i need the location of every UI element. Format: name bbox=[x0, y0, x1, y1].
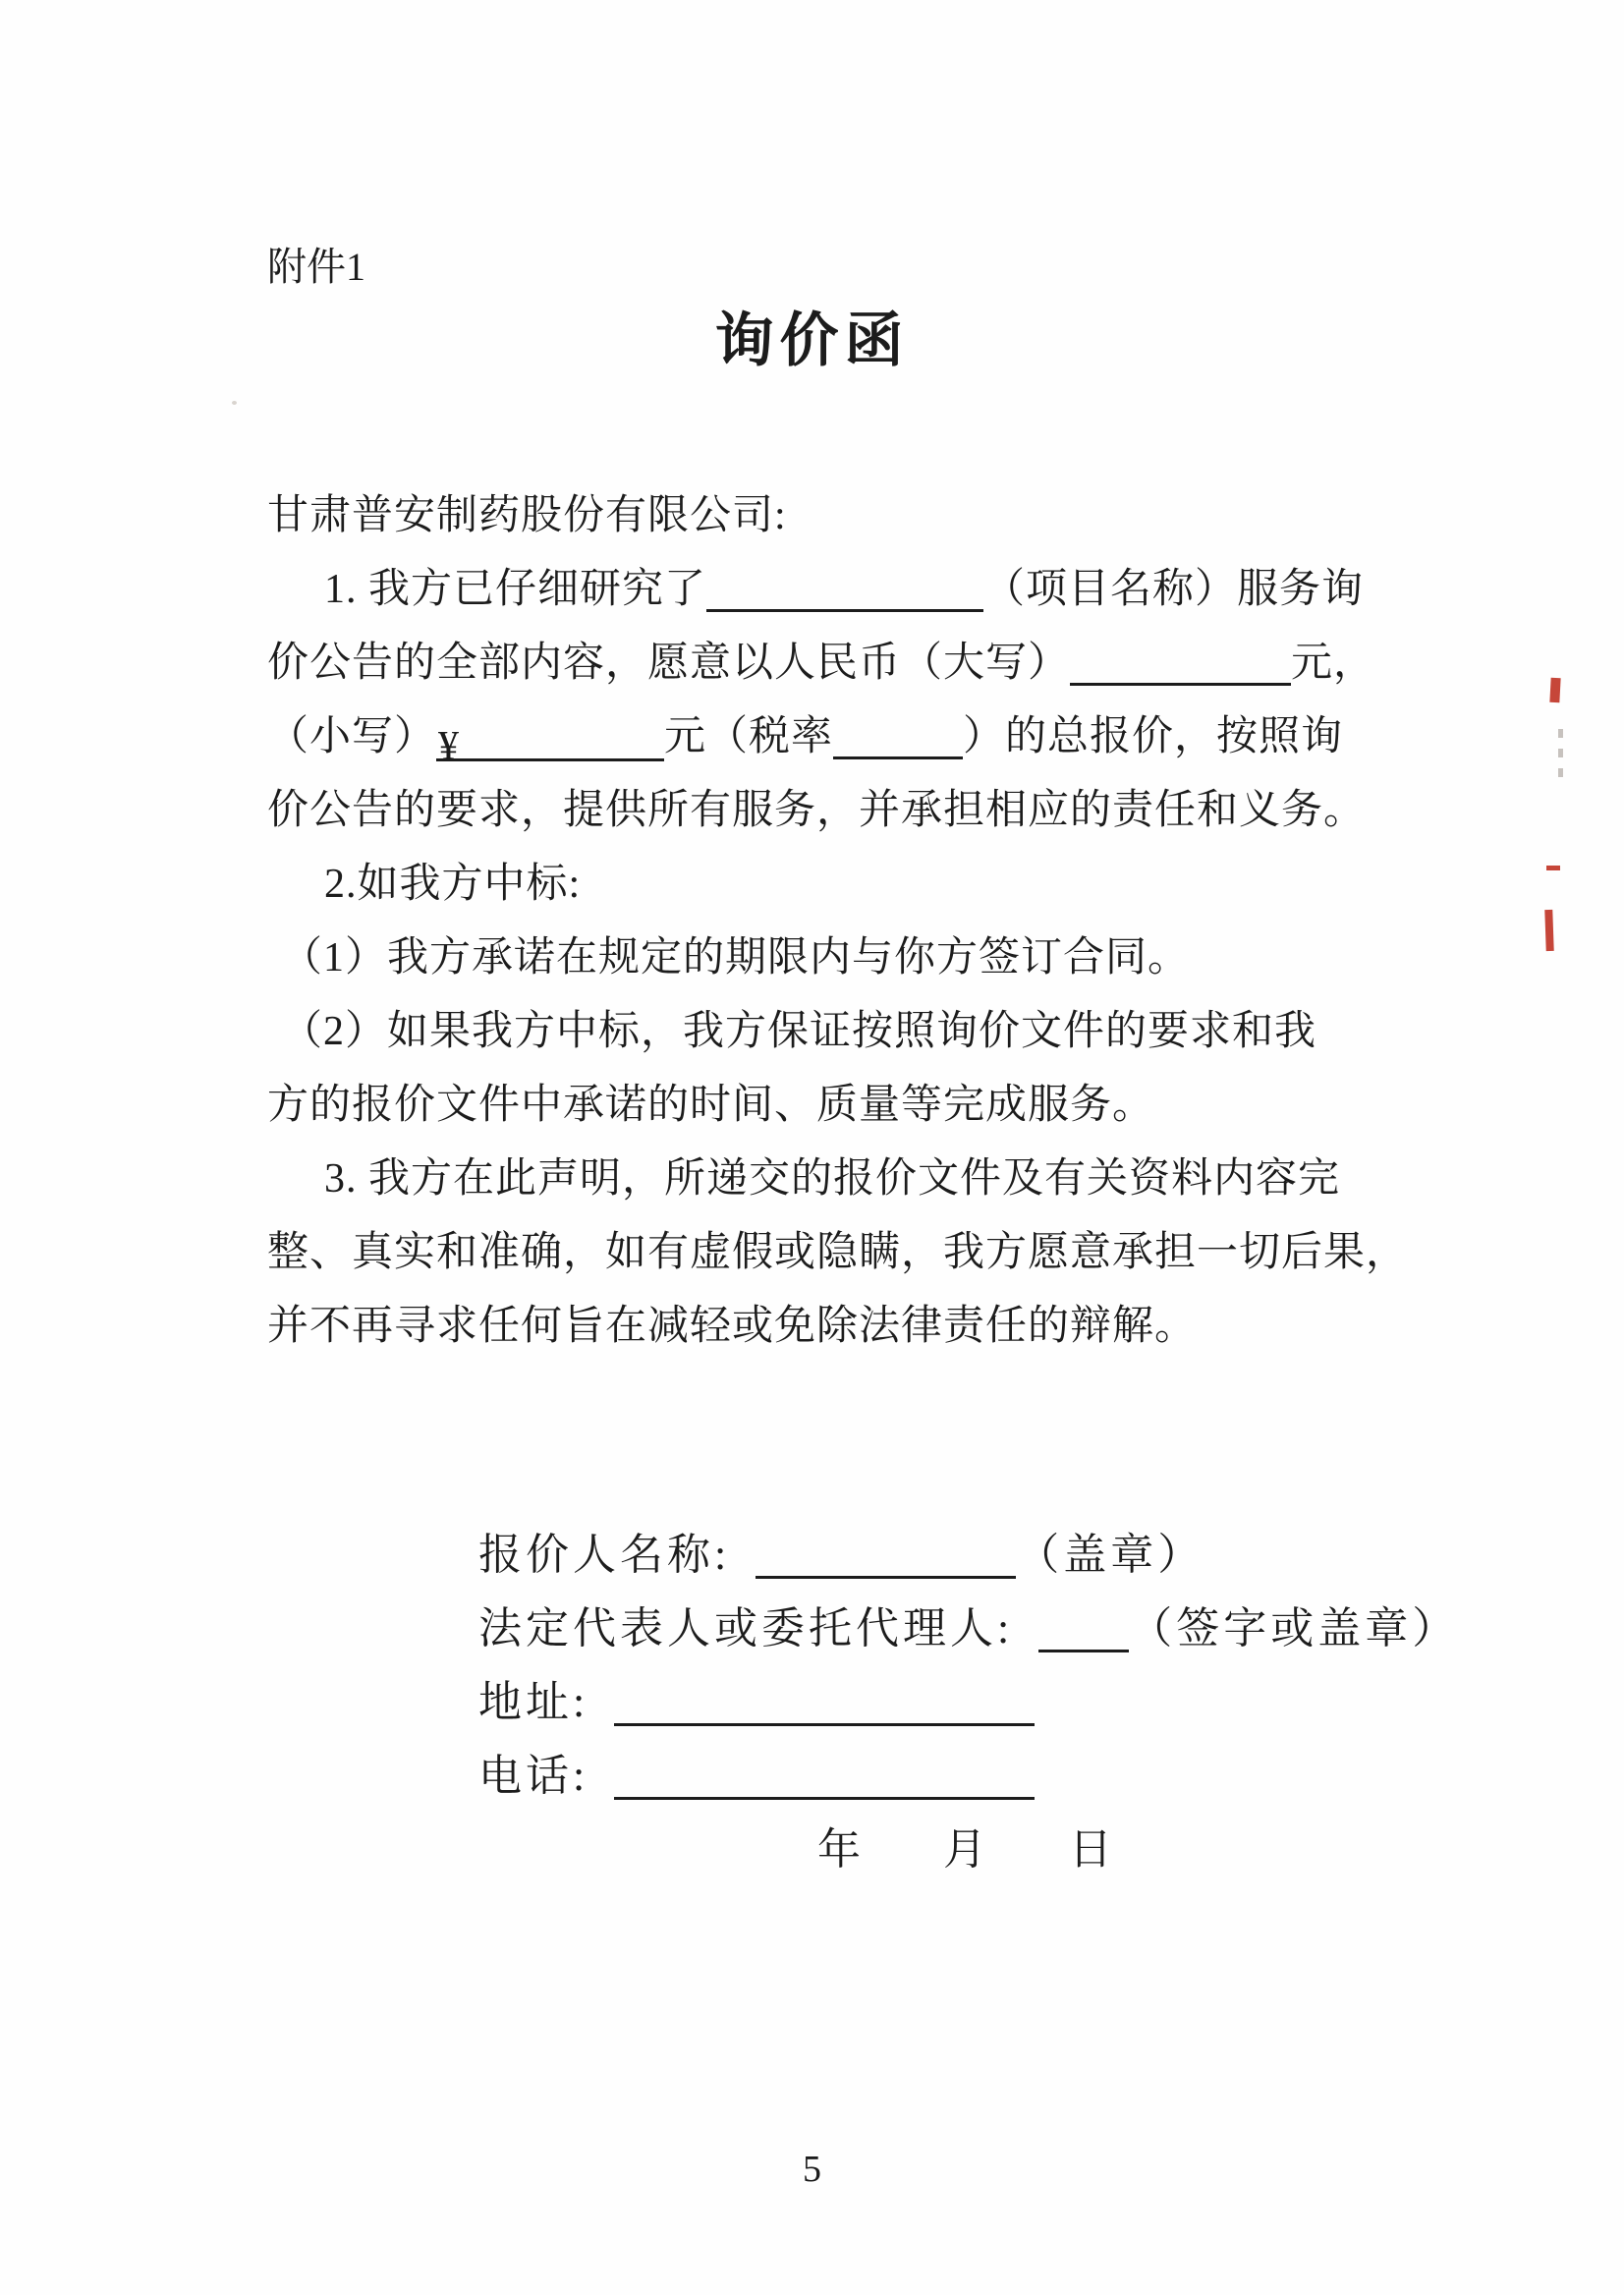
paragraph1-line3-lead: （小写） bbox=[267, 714, 437, 759]
blank-amount-capital bbox=[1070, 635, 1291, 686]
phone-label: 电话: bbox=[478, 1752, 589, 1800]
paragraph1-line2-lead: 价公告的全部内容，愿意以人民币（大写） bbox=[267, 641, 1071, 686]
blank-offeror-name bbox=[756, 1528, 1016, 1579]
blank-agent-name bbox=[1038, 1601, 1129, 1652]
paragraph1-line3 bbox=[267, 700, 1397, 774]
paragraph1-line1 bbox=[267, 553, 1397, 627]
yen-symbol: ¥ bbox=[438, 724, 461, 769]
paragraph1-line3-mid: 元（税率 bbox=[664, 714, 834, 759]
paragraph1-line2-tail: 元， bbox=[1291, 641, 1376, 686]
attachment-label: 附件1 bbox=[267, 245, 365, 289]
offeror-seal-note: （盖章） bbox=[1016, 1531, 1205, 1579]
paragraph1-line1-tail: （项目名称）服务询 bbox=[983, 567, 1365, 612]
blank-tax-rate bbox=[833, 708, 963, 759]
address-line bbox=[478, 1665, 1461, 1739]
agent-seal-note: （签字或盖章） bbox=[1129, 1604, 1460, 1652]
paragraph3-line1: 3. 我方在此声明，所递交的报价文件及有关资料内容完 bbox=[324, 1156, 1341, 1202]
red-annotation-stroke bbox=[1544, 910, 1553, 951]
paragraph1-line1-lead: 1. 我方已仔细研究了 bbox=[324, 567, 707, 612]
page-number: 5 bbox=[803, 2149, 821, 2190]
blank-amount-figures bbox=[436, 710, 664, 769]
address-label: 地址: bbox=[478, 1678, 589, 1726]
salutation: 甘肃普安制药股份有限公司: bbox=[267, 493, 787, 538]
paragraph3-line3: 并不再寻求任何旨在减轻或免除法律责任的辩解。 bbox=[267, 1304, 1198, 1349]
paragraph2-heading: 2.如我方中标: bbox=[324, 862, 582, 907]
paragraph1-line3-tail: ）的总报价，按照询 bbox=[963, 714, 1344, 759]
scan-speck bbox=[232, 401, 237, 405]
paragraph1-line2 bbox=[267, 627, 1397, 700]
paragraph3-line2: 整、真实和准确，如有虚假或隐瞒，我方愿意承担一切后果， bbox=[267, 1230, 1409, 1275]
signature-block bbox=[478, 1518, 1461, 1886]
paragraph1-line4: 价公告的要求，提供所有服务，并承担相应的责任和义务。 bbox=[267, 788, 1367, 833]
phone-line bbox=[478, 1739, 1461, 1813]
date-line bbox=[478, 1813, 1461, 1886]
agent-line bbox=[478, 1592, 1461, 1665]
document-title: 询价函 bbox=[714, 308, 910, 373]
blank-project-name bbox=[706, 561, 983, 612]
date-day-label: 日 bbox=[1069, 1825, 1116, 1874]
date-month-label: 月 bbox=[943, 1825, 990, 1874]
red-annotation-dash bbox=[1546, 866, 1560, 870]
date-year-label: 年 bbox=[817, 1825, 865, 1874]
agent-label: 法定代表人或委托代理人: bbox=[478, 1604, 1014, 1652]
paragraph2-item1: （1）我方承诺在规定的期限内与你方签订合同。 bbox=[281, 935, 1191, 980]
offeror-label: 报价人名称: bbox=[478, 1531, 731, 1579]
blank-address bbox=[614, 1675, 1035, 1726]
red-annotation-mark bbox=[1549, 678, 1560, 702]
scan-gray-marks bbox=[1558, 729, 1563, 786]
offeror-line bbox=[478, 1518, 1461, 1592]
paragraph2-item2-line1: （2）如果我方中标，我方保证按照询价文件的要求和我 bbox=[281, 1009, 1317, 1054]
letter-body bbox=[267, 479, 1409, 1364]
blank-phone bbox=[614, 1749, 1035, 1800]
paragraph2-item2-line2: 方的报价文件中承诺的时间、质量等完成服务。 bbox=[267, 1083, 1155, 1128]
